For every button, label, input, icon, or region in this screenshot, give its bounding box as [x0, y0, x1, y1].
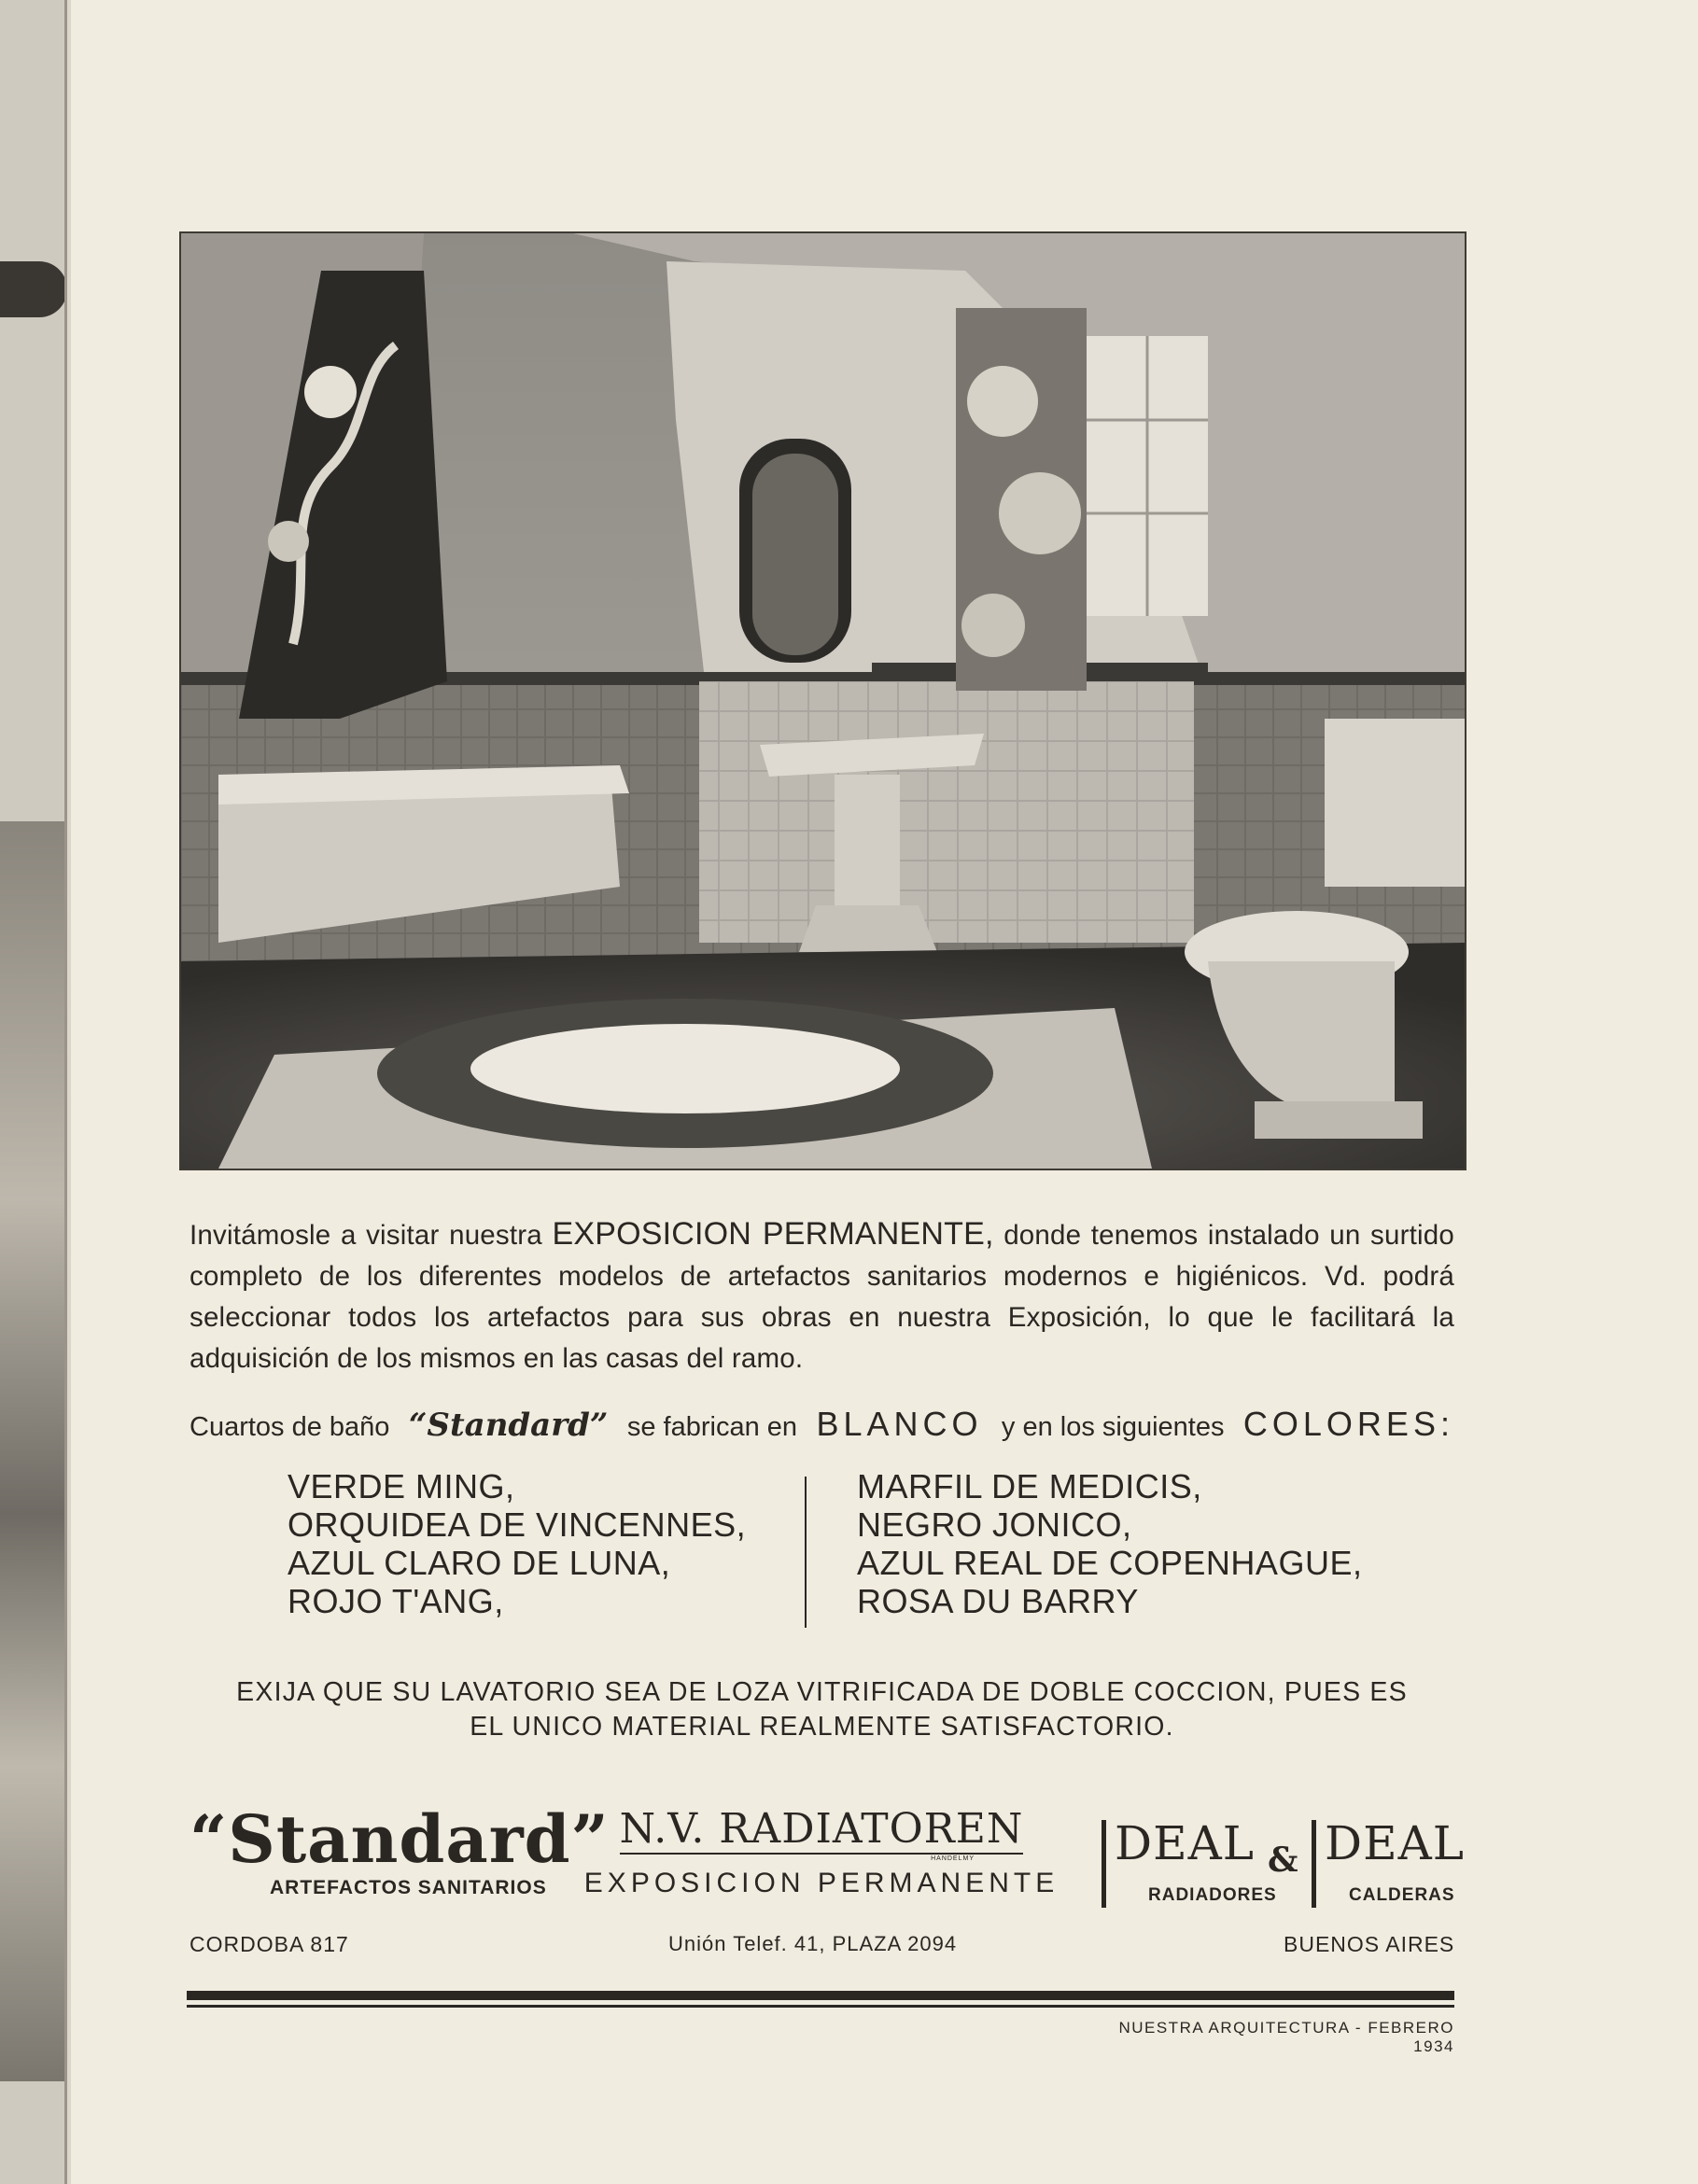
- color-item: NEGRO JONICO,: [857, 1505, 1132, 1544]
- page-edge: [67, 0, 71, 2184]
- colors-list-left: [288, 1467, 746, 1620]
- color-item: VERDE MING,: [288, 1467, 515, 1505]
- publication-footer: NUESTRA ARQUITECTURA - FEBRERO 1934: [1118, 2019, 1454, 2055]
- radiatoren-address: Unión Telef. 41, PLAZA 2094: [668, 1932, 958, 1955]
- radiatoren-name: N.V. RADIATOREN: [619, 1805, 1024, 1853]
- paragraph-text-start: Invitámosle a visitar nuestra: [189, 1220, 553, 1251]
- color-item: AZUL REAL DE COPENHAGUE,: [857, 1544, 1363, 1582]
- ideal-bar: [1312, 1820, 1316, 1908]
- invitation-paragraph: [189, 1213, 1454, 1379]
- notice-line-2: EL UNICO MATERIAL REALMENTE SATISFACTORIO.: [470, 1712, 1174, 1742]
- colors-connector: y en los siguientes: [1001, 1412, 1225, 1442]
- radiatoren-logo: [569, 1806, 1074, 1899]
- adjacent-page-strip: [0, 0, 67, 2184]
- standard-logo-subtitle: ARTEFACTOS SANITARIOS: [270, 1877, 547, 1898]
- colors-intro-line: [189, 1405, 1454, 1444]
- adjacent-page-photo: [0, 821, 67, 2081]
- bathroom-photograph: [179, 231, 1466, 1170]
- paragraph-text-end: donde tenemos instalado un surtido completo de los diferentes modelos de artefactos sanitarios modernos e higiénicos. Vd. podrá seleccionar todos los artefactos para sus obras en nuestra Exposición, lo que le facilitará la adquisición de los mismos en las casas del ramo.: [189, 1220, 1454, 1374]
- color-item: MARFIL DE MEDICIS,: [857, 1467, 1202, 1505]
- color-item: ROJO T'ANG,: [288, 1582, 504, 1620]
- colors-list-right: [857, 1467, 1362, 1620]
- colors-divider: [805, 1477, 807, 1628]
- color-item: ORQUIDEA DE VINCENNES,: [288, 1505, 747, 1544]
- ideal-word: DEAL: [1325, 1816, 1465, 1870]
- footer-rule-thin: [187, 2005, 1454, 2008]
- adjacent-page-photo-top: [0, 261, 67, 317]
- standard-logo: [189, 1800, 610, 1899]
- standard-address: CORDOBA 817: [189, 1932, 349, 1956]
- radiatoren-tiny-label: HANDELMY: [931, 1855, 975, 1862]
- ideal-bar: [1102, 1820, 1106, 1908]
- colors-prefix: Cuartos de baño: [189, 1412, 390, 1442]
- standard-logo-word: “Standard”: [189, 1800, 610, 1878]
- footer-rule-thick: [187, 1991, 1454, 2000]
- standard-brand-inline: “Standard”: [408, 1407, 609, 1444]
- paragraph-highlight: EXPOSICION PERMANENTE,: [552, 1216, 994, 1252]
- color-item: AZUL CLARO DE LUNA,: [288, 1544, 671, 1582]
- notice-line-1: EXIJA QUE SU LAVATORIO SEA DE LOZA VITRIFICADA DE DOBLE COCCION, PUES ES: [236, 1677, 1408, 1707]
- colores-label: COLORES:: [1242, 1405, 1454, 1443]
- ideal-calderas-label: CALDERAS: [1349, 1885, 1455, 1905]
- ideal-radiadores-label: RADIADORES: [1148, 1885, 1277, 1905]
- ideal-word: DEAL: [1115, 1816, 1255, 1870]
- ideal-ampersand: &: [1268, 1841, 1298, 1880]
- colors-middle: se fabrican en: [626, 1412, 798, 1442]
- radiatoren-exposicion: EXPOSICION PERMANENTE: [583, 1868, 1059, 1898]
- blanco-label: BLANCO: [816, 1405, 983, 1443]
- color-item: ROSA DU BARRY: [857, 1582, 1139, 1620]
- ideal-address: BUENOS AIRES: [1284, 1932, 1455, 1956]
- vitrified-notice: [189, 1675, 1454, 1744]
- ideal-logo: [1102, 1816, 1465, 1913]
